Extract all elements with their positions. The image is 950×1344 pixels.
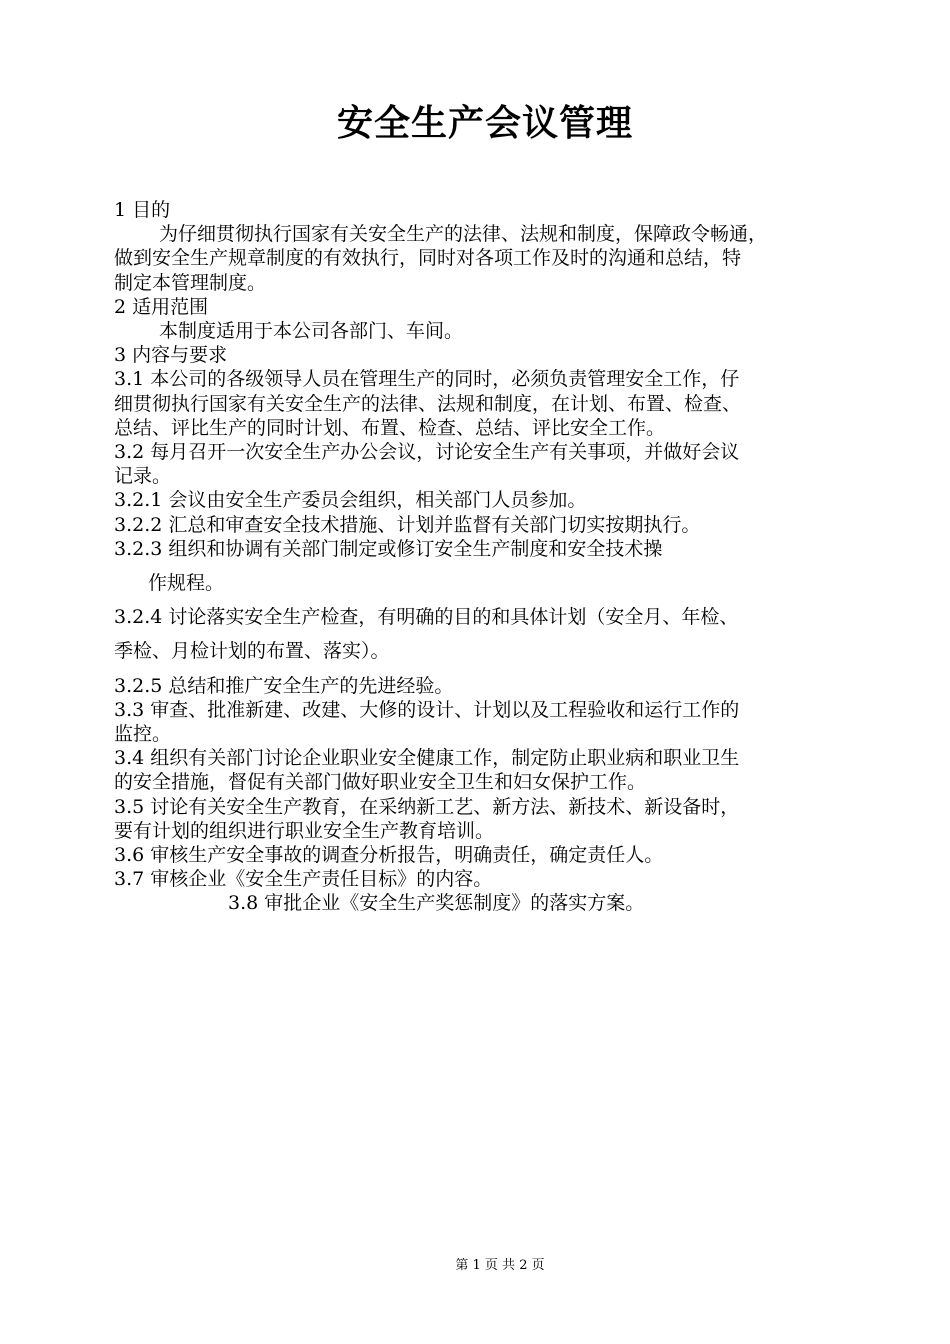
page-footer: 第 1 页 共 2 页 [455, 1258, 545, 1273]
clause-line: 总结、评比生产的同时计划、布置、检查、总结、评比安全工作。 [114, 416, 666, 439]
section-heading-content: 3 内容与要求 [114, 344, 228, 367]
clause-line: 的安全措施，督促有关部门做好职业安全卫生和妇女保护工作。 [114, 771, 647, 794]
clause-line: 3.7 审核企业《安全生产责任目标》的内容。 [114, 868, 493, 891]
section-heading-scope: 2 适用范围 [114, 295, 209, 318]
clause-line: 3.2 每月召开一次安全生产办公会议，讨论安全生产有关事项，并做好会议 [114, 441, 740, 464]
paragraph-line: 制定本管理制度。 [114, 271, 267, 294]
clause-line: 3.2.5 总结和推广安全生产的先进经验。 [114, 674, 454, 697]
clause-line: 3.4 组织有关部门讨论企业职业安全健康工作，制定防止职业病和职业卫生 [114, 747, 740, 770]
section-heading-purpose: 1 目的 [114, 199, 171, 221]
clause-line: 细贯彻执行国家有关安全生产的法律、法规和制度，在计划、布置、检查、 [114, 392, 742, 415]
clause-line: 3.2.1 会议由安全生产委员会组织，相关部门人员参加。 [114, 489, 587, 512]
clause-line: 作规程。 [148, 572, 225, 595]
clause-line: 3.2.3 组织和协调有关部门制定或修订安全生产制度和安全技术操 [114, 537, 663, 560]
clause-line: 3.2.2 汇总和审查安全技术措施、计划并监督有关部门切实按期执行。 [114, 513, 701, 536]
clause-line: 3.6 审核生产安全事故的调查分析报告，明确责任，确定责任人。 [114, 844, 664, 867]
paragraph-line: 本制度适用于本公司各部门、车间。 [159, 320, 464, 343]
document-title: 安全生产会议管理 [336, 103, 633, 144]
clause-line: 3.1 本公司的各级领导人员在管理生产的同时，必须负责管理安全工作，仔 [114, 368, 740, 391]
clause-line: 3.3 审查、批准新建、改建、大修的设计、计划以及工程验收和运行工作的 [114, 698, 740, 721]
paragraph-line: 为仔细贯彻执行国家有关安全生产的法律、法规和制度，保障政令畅通， [159, 223, 768, 246]
document-body [114, 198, 874, 916]
clause-line: 3.2.4 讨论落实安全生产检查，有明确的目的和具体计划（安全月、年检、 [114, 606, 739, 629]
clause-line: 监控。 [114, 723, 172, 746]
clause-line: 记录。 [114, 465, 172, 488]
clause-line: 季检、月检计划的布置、落实）。 [114, 640, 390, 663]
clause-line: 3.8 审批企业《安全生产奖惩制度》的落实方案。 [228, 892, 645, 915]
paragraph-line: 做到安全生产规章制度的有效执行，同时对各项工作及时的沟通和总结，特 [114, 247, 742, 270]
clause-line: 要有计划的组织进行职业安全生产教育培训。 [114, 819, 495, 842]
clause-line: 3.5 讨论有关安全生产教育，在采纳新工艺、新方法、新技术、新设备时， [114, 795, 740, 818]
